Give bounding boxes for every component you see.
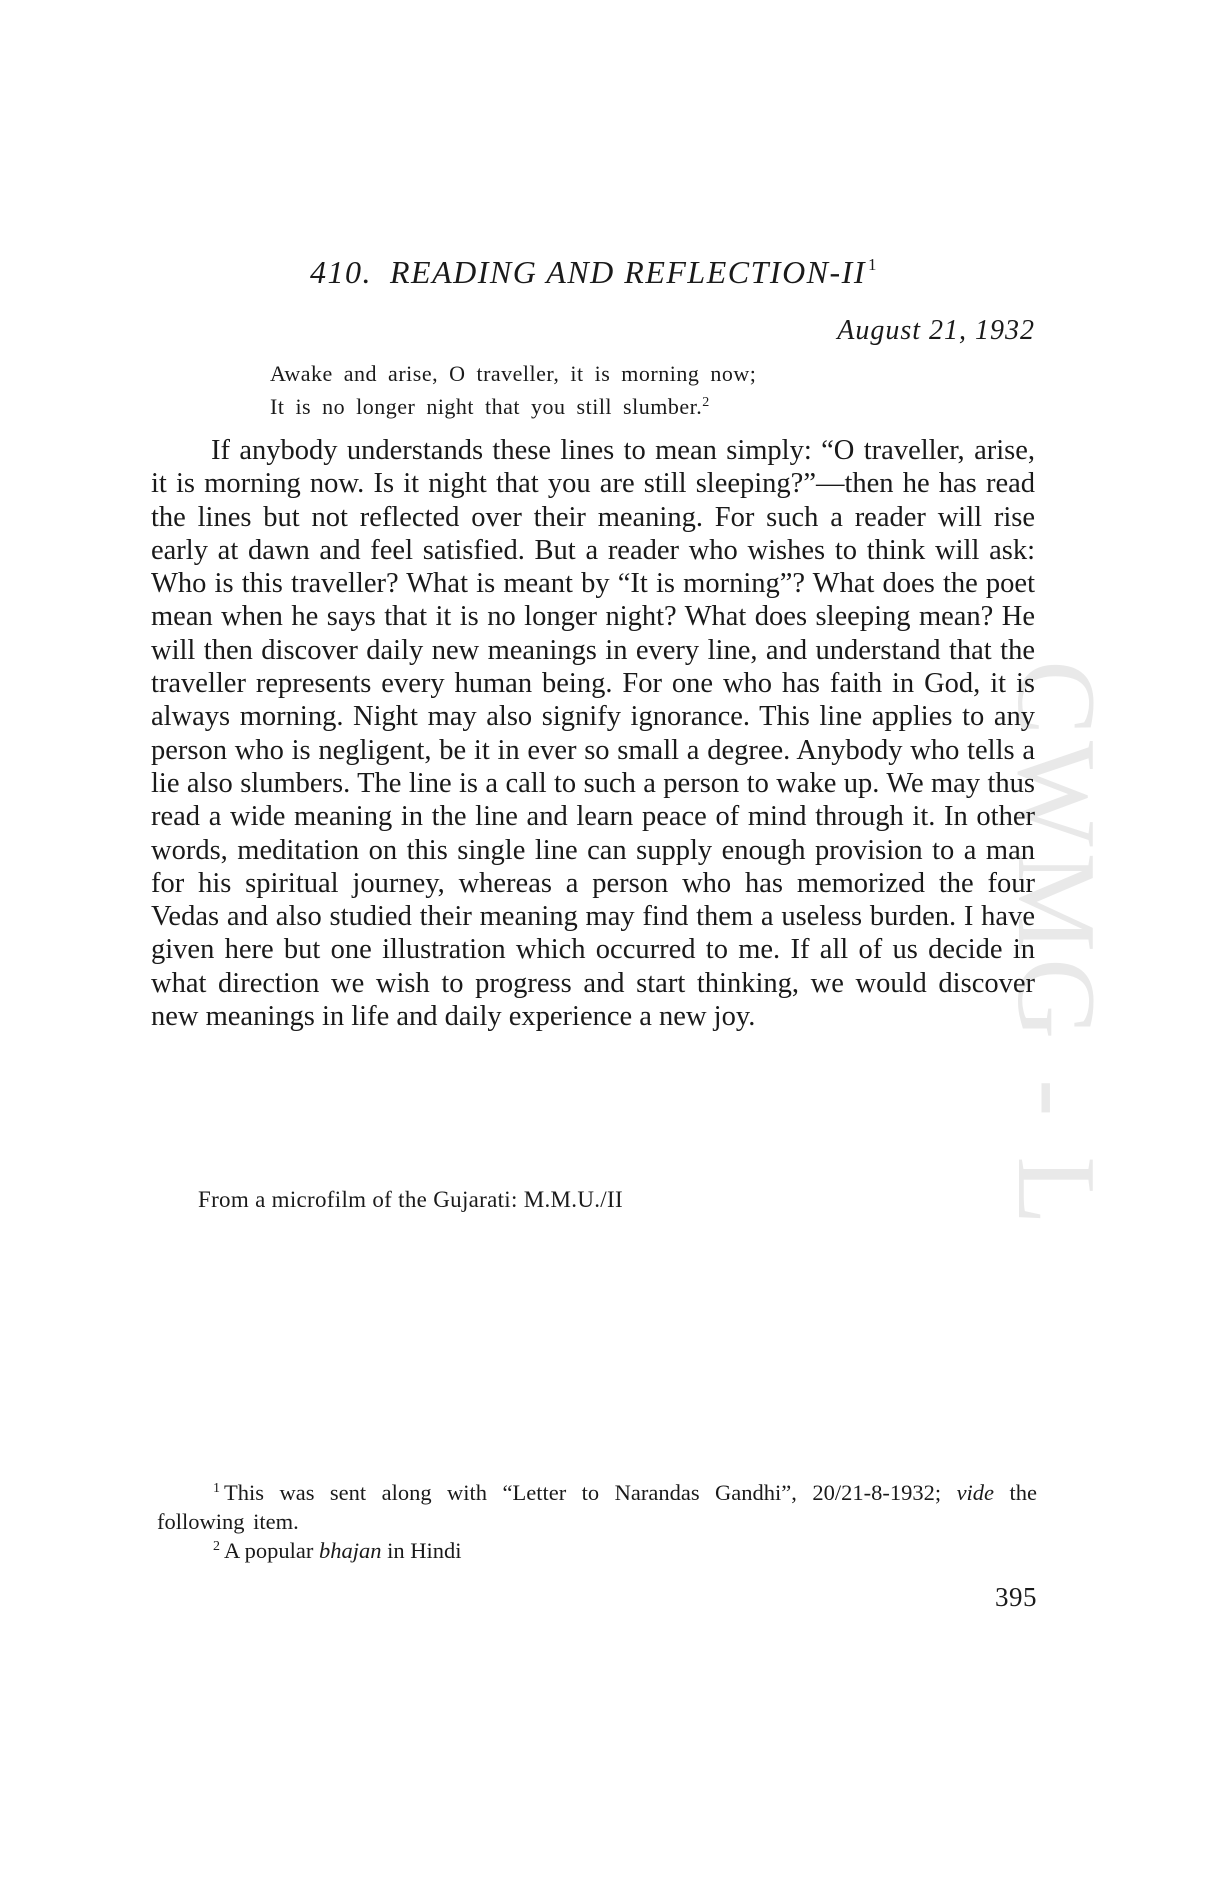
footnote-1-text-before: This was sent along with “Letter to Narandas Gandhi”, 20/21-8-1932; <box>224 1480 957 1505</box>
footnote-2-text-before: A popular <box>224 1538 319 1563</box>
verse-line-2-text: It is no longer night that you still slumber. <box>270 394 703 419</box>
body-paragraph <box>151 434 1035 1033</box>
footnote-2-italic: bhajan <box>319 1538 382 1563</box>
footnote-2 <box>157 1536 1037 1565</box>
body-text: If anybody understands these lines to mean simply: “O traveller, arise, it is morning now. Is it night that you are still sleeping?”—then he has read the lines but not reflected over their meaning. For such a reader will rise early at dawn and feel satisfied. But a reader who wishes to think will ask: Who is this traveller? What is meant by “It is morning”? What does the poet mean when he says that it is no longer night? What does sleeping mean? He will then discover daily new meanings in every line, and understand that the traveller represents every human being. For one who has faith in God, it is always morning. Night may also signify ignorance. This line applies to any person who is negligent, be it in ever so small a degree. Anybody who tells a lie also slumbers. The line is a call to such a person to wake up. We may thus read a wide meaning in the line and learn peace of mind through it. In other words, meditation on this single line can supply enough provision to a man for his spiritual journey, whereas a person who has memorized the four Vedas and also studied their meaning may find them a useless burden. I have given here but one illustration which occurred to me. If all of us decide in what direction we wish to progress and start thinking, we would discover new meanings in life and daily experience a new joy. <box>151 435 1035 1033</box>
verse-line-1: Awake and arise, O traveller, it is morning now; <box>270 361 757 386</box>
footnote-ref-2: 2 <box>702 395 710 410</box>
watermark-text: CWMG - L <box>993 659 1118 1231</box>
footnotes <box>157 1478 1037 1565</box>
footnote-1-number: 1 <box>213 1481 220 1496</box>
article-heading <box>310 252 878 292</box>
verse-line-2 <box>270 390 756 423</box>
article-title: READING AND REFLECTION-II <box>390 254 866 290</box>
article-date: August 21, 1932 <box>837 315 1035 346</box>
verse <box>270 357 756 423</box>
footnote-2-text-after: in Hindi <box>381 1538 462 1563</box>
source-note: From a microfilm of the Gujarati: M.M.U./II <box>198 1187 623 1212</box>
page-number: 395 <box>995 1582 1037 1612</box>
footnote-1 <box>157 1478 1037 1536</box>
footnote-2-number: 2 <box>213 1539 220 1554</box>
footnote-ref-1: 1 <box>867 255 878 274</box>
footnote-1-text-after: the following item. <box>157 1480 1037 1534</box>
article-number: 410. <box>310 254 372 290</box>
footnote-1-italic: vide <box>956 1480 995 1505</box>
